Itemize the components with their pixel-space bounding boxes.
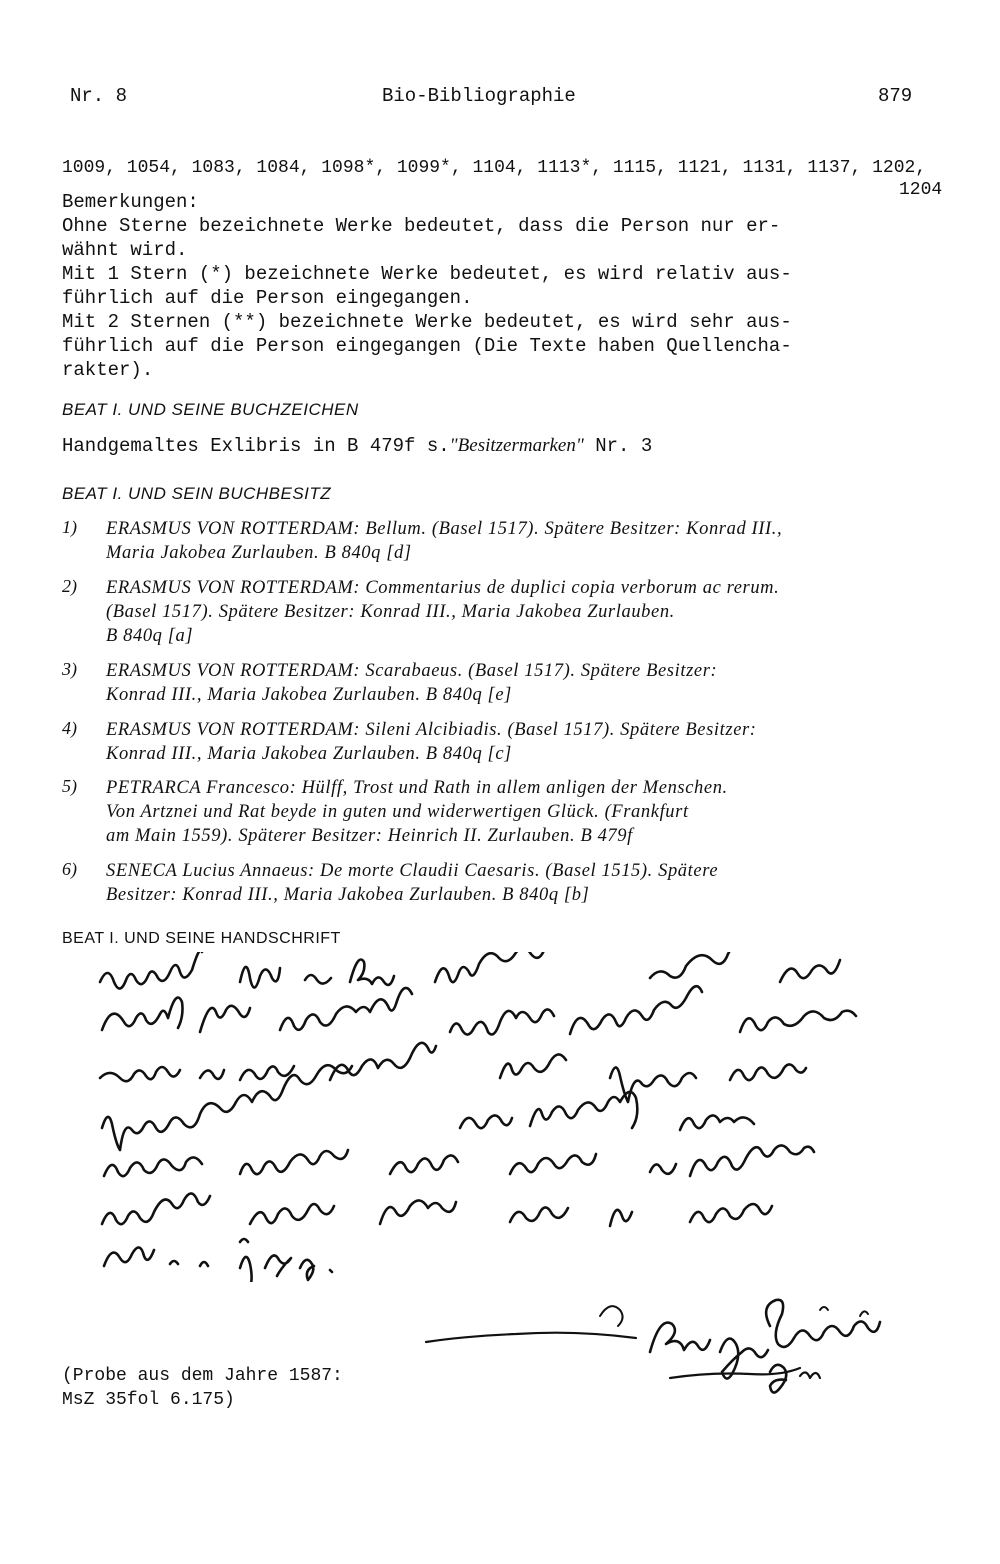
- section-heading-bookmarks: BEAT I. UND SEINE BUCHZEICHEN: [62, 400, 359, 419]
- exlibris-note-text: Handgemaltes Exlibris in B 479f s.: [62, 435, 450, 457]
- entry-line: Konrad III., Maria Jakobea Zurlauben. B 840q [c]: [106, 744, 512, 764]
- section-heading-handwriting: BEAT I. UND SEINE HANDSCHRIFT: [62, 930, 341, 947]
- entry-line: Besitzer: Konrad III., Maria Jakobea Zurlauben. B 840q [b]: [106, 885, 590, 905]
- page-running-title: Bio-Bibliographie: [382, 85, 576, 107]
- entry-text: [106, 659, 926, 707]
- book-entry: [62, 517, 932, 567]
- entry-line: ERASMUS VON ROTTERDAM: Bellum. (Basel 1517). Spätere Besitzer: Konrad III.,: [106, 519, 783, 539]
- entry-line: Von Artznei und Rat beyde in guten und widerwertigen Glück. (Frankfurt: [106, 802, 689, 822]
- specimen-caption: [62, 1364, 343, 1412]
- caption-line: MsZ 35fol 6.175): [62, 1390, 235, 1410]
- book-entry: [62, 776, 932, 850]
- entry-number: 3): [62, 659, 77, 679]
- entry-line: B 840q [a]: [106, 626, 194, 646]
- page-number: 879: [878, 85, 913, 107]
- entry-line: SENECA Lucius Annaeus: De morte Claudii Caesaris. (Basel 1515). Spätere: [106, 861, 719, 881]
- entry-line: Konrad III., Maria Jakobea Zurlauben. B 840q [e]: [106, 685, 512, 705]
- entry-line: ERASMUS VON ROTTERDAM: Scarabaeus. (Basel 1517). Spätere Besitzer:: [106, 661, 718, 681]
- remarks-line: rakter).: [62, 359, 154, 381]
- signature-image: [420, 1296, 900, 1416]
- remarks-label: Bemerkungen:: [62, 191, 199, 213]
- entry-text: [106, 576, 926, 648]
- handwriting-specimen-image: [90, 952, 910, 1282]
- book-entry: [62, 718, 932, 768]
- entry-number: 4): [62, 718, 77, 738]
- entry-line: am Main 1559). Späterer Besitzer: Heinrich II. Zurlauben. B 479f: [106, 826, 633, 846]
- entry-text: [106, 776, 926, 848]
- entry-text: [106, 517, 926, 565]
- remarks-line: Mit 1 Stern (*) bezeichnete Werke bedeutet, es wird relativ aus-: [62, 263, 792, 285]
- exlibris-note-suffix: Nr. 3: [583, 435, 653, 457]
- entry-line: Maria Jakobea Zurlauben. B 840q [d]: [106, 543, 412, 563]
- remarks-line: führlich auf die Person eingegangen (Die Texte haben Quellencha-: [62, 335, 792, 357]
- reference-list-line: 1009, 1054, 1083, 1084, 1098*, 1099*, 1104, 1113*, 1115, 1121, 1131, 1137, 1202,: [62, 158, 927, 178]
- book-entry: [62, 859, 932, 909]
- entry-number: 5): [62, 776, 77, 796]
- entry-text: [106, 718, 926, 766]
- book-entry: [62, 576, 932, 650]
- caption-line: (Probe aus dem Jahre 1587:: [62, 1366, 343, 1386]
- reference-list-line-continued: 1204: [899, 180, 943, 200]
- entry-line: PETRARCA Francesco: Hülff, Trost und Rath in allem anligen der Menschen.: [106, 778, 728, 798]
- entry-line: ERASMUS VON ROTTERDAM: Sileni Alcibiadis. (Basel 1517). Spätere Besitzer:: [106, 720, 757, 740]
- entry-text: [106, 859, 926, 907]
- exlibris-note: [62, 434, 652, 458]
- entry-number: 2): [62, 576, 77, 596]
- remarks-block: [62, 190, 962, 382]
- section-heading-book-ownership: BEAT I. UND SEIN BUCHBESITZ: [62, 484, 332, 503]
- exlibris-note-italic: "Besitzermarken": [449, 435, 584, 456]
- entry-number: 1): [62, 517, 77, 537]
- entry-line: ERASMUS VON ROTTERDAM: Commentarius de duplici copia verborum ac rerum.: [106, 578, 780, 598]
- entry-number: 6): [62, 859, 77, 879]
- remarks-line: führlich auf die Person eingegangen.: [62, 287, 473, 309]
- remarks-line: Mit 2 Sternen (**) bezeichnete Werke bedeutet, es wird sehr aus-: [62, 311, 792, 333]
- page-section-number: Nr. 8: [70, 85, 128, 107]
- entry-line: (Basel 1517). Spätere Besitzer: Konrad III., Maria Jakobea Zurlauben.: [106, 602, 675, 622]
- book-entry: [62, 659, 932, 709]
- remarks-line: Ohne Sterne bezeichnete Werke bedeutet, dass die Person nur er-: [62, 215, 781, 237]
- remarks-line: wähnt wird.: [62, 239, 188, 261]
